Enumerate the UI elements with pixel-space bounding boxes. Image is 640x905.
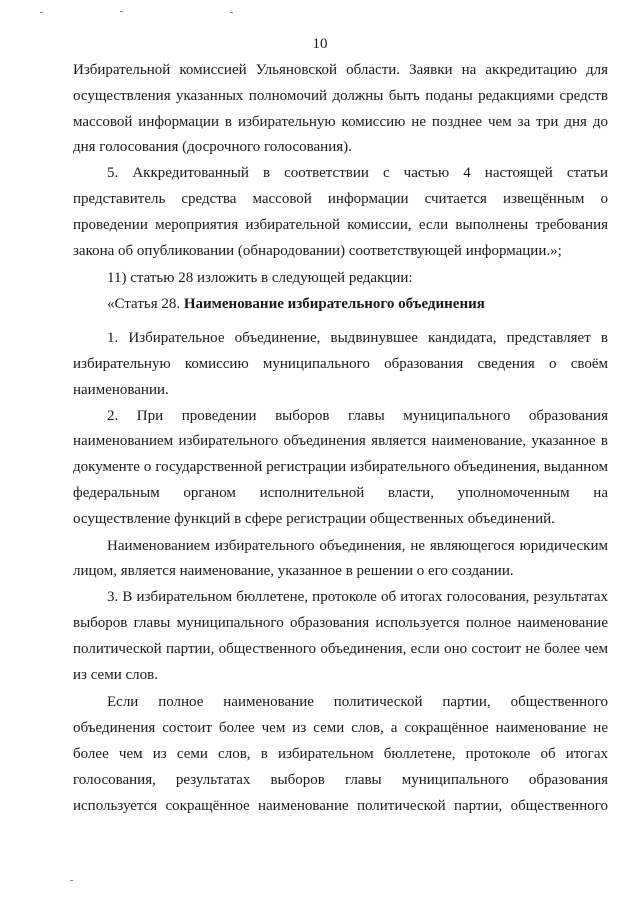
page-number: 10: [312, 36, 328, 52]
paragraph-continuation: Избирательной комиссией Ульяновской области. Заявки на аккредитацию для осуществления указанных полномочий должны быть поданы редакциями средств массовой информации в избирательную комиссию не позднее чем за три дня до дня голосования (досрочного голосования).: [73, 62, 608, 156]
scan-artifact: [230, 12, 233, 13]
document-body: [73, 58, 608, 819]
paragraph-item-3: 3. В избирательном бюллетене, протоколе об итогах голосования, результатах выборов главы муниципального образования используется полное наименование политической партии, общественного объединения, если оно состоит не более чем из семи слов.: [73, 589, 608, 683]
paragraph-amendment-11: 11) статью 28 изложить в следующей редакции:: [107, 269, 413, 286]
scan-artifact: [40, 12, 43, 13]
paragraph-item-2: 2. При проведении выборов главы муниципального образования наименованием избирательного объединения является наименование, указанное в документе о государственной регистрации избирательного объединения, выданном федеральным органом исполнительной власти, уполномоченным на осуществление функций в сфере регистрации общественных объединений.: [73, 407, 608, 527]
article-heading-title: Наименование избирательного объединения: [183, 296, 485, 313]
paragraph-item-1: 1. Избирательное объединение, выдвинувшее кандидата, представляет в избирательную комиссию муниципального образования сведения о своём наименовании.: [73, 330, 608, 398]
paragraph-item-3-continuation: Если полное наименование политической партии, общественного объединения состоит более чем из семи слов, а сокращённое наименование не более чем из семи слов, в избирательном бюллетене, протоколе об итогах голосования, результатах выборов главы муниципального образования используется сокращённое наименование политической партии, общественного: [73, 694, 608, 814]
article-heading: [73, 292, 608, 318]
scan-artifact: [70, 880, 73, 881]
article-heading-prefix: «Статья 28.: [107, 296, 184, 313]
scan-artifact: [120, 11, 123, 12]
paragraph-item-5: 5. Аккредитованный в соответствии с частью 4 настоящей статьи представитель средства массовой информации считается извещённым о проведении мероприятия избирательной комиссии, если выполнены требования закона об опубликовании (обнародовании) соответствующей информации.»;: [73, 165, 608, 259]
paragraph-item-2-continuation: Наименованием избирательного объединения, не являющегося юридическим лицом, является наименование, указанное в решении о его создании.: [73, 537, 608, 580]
